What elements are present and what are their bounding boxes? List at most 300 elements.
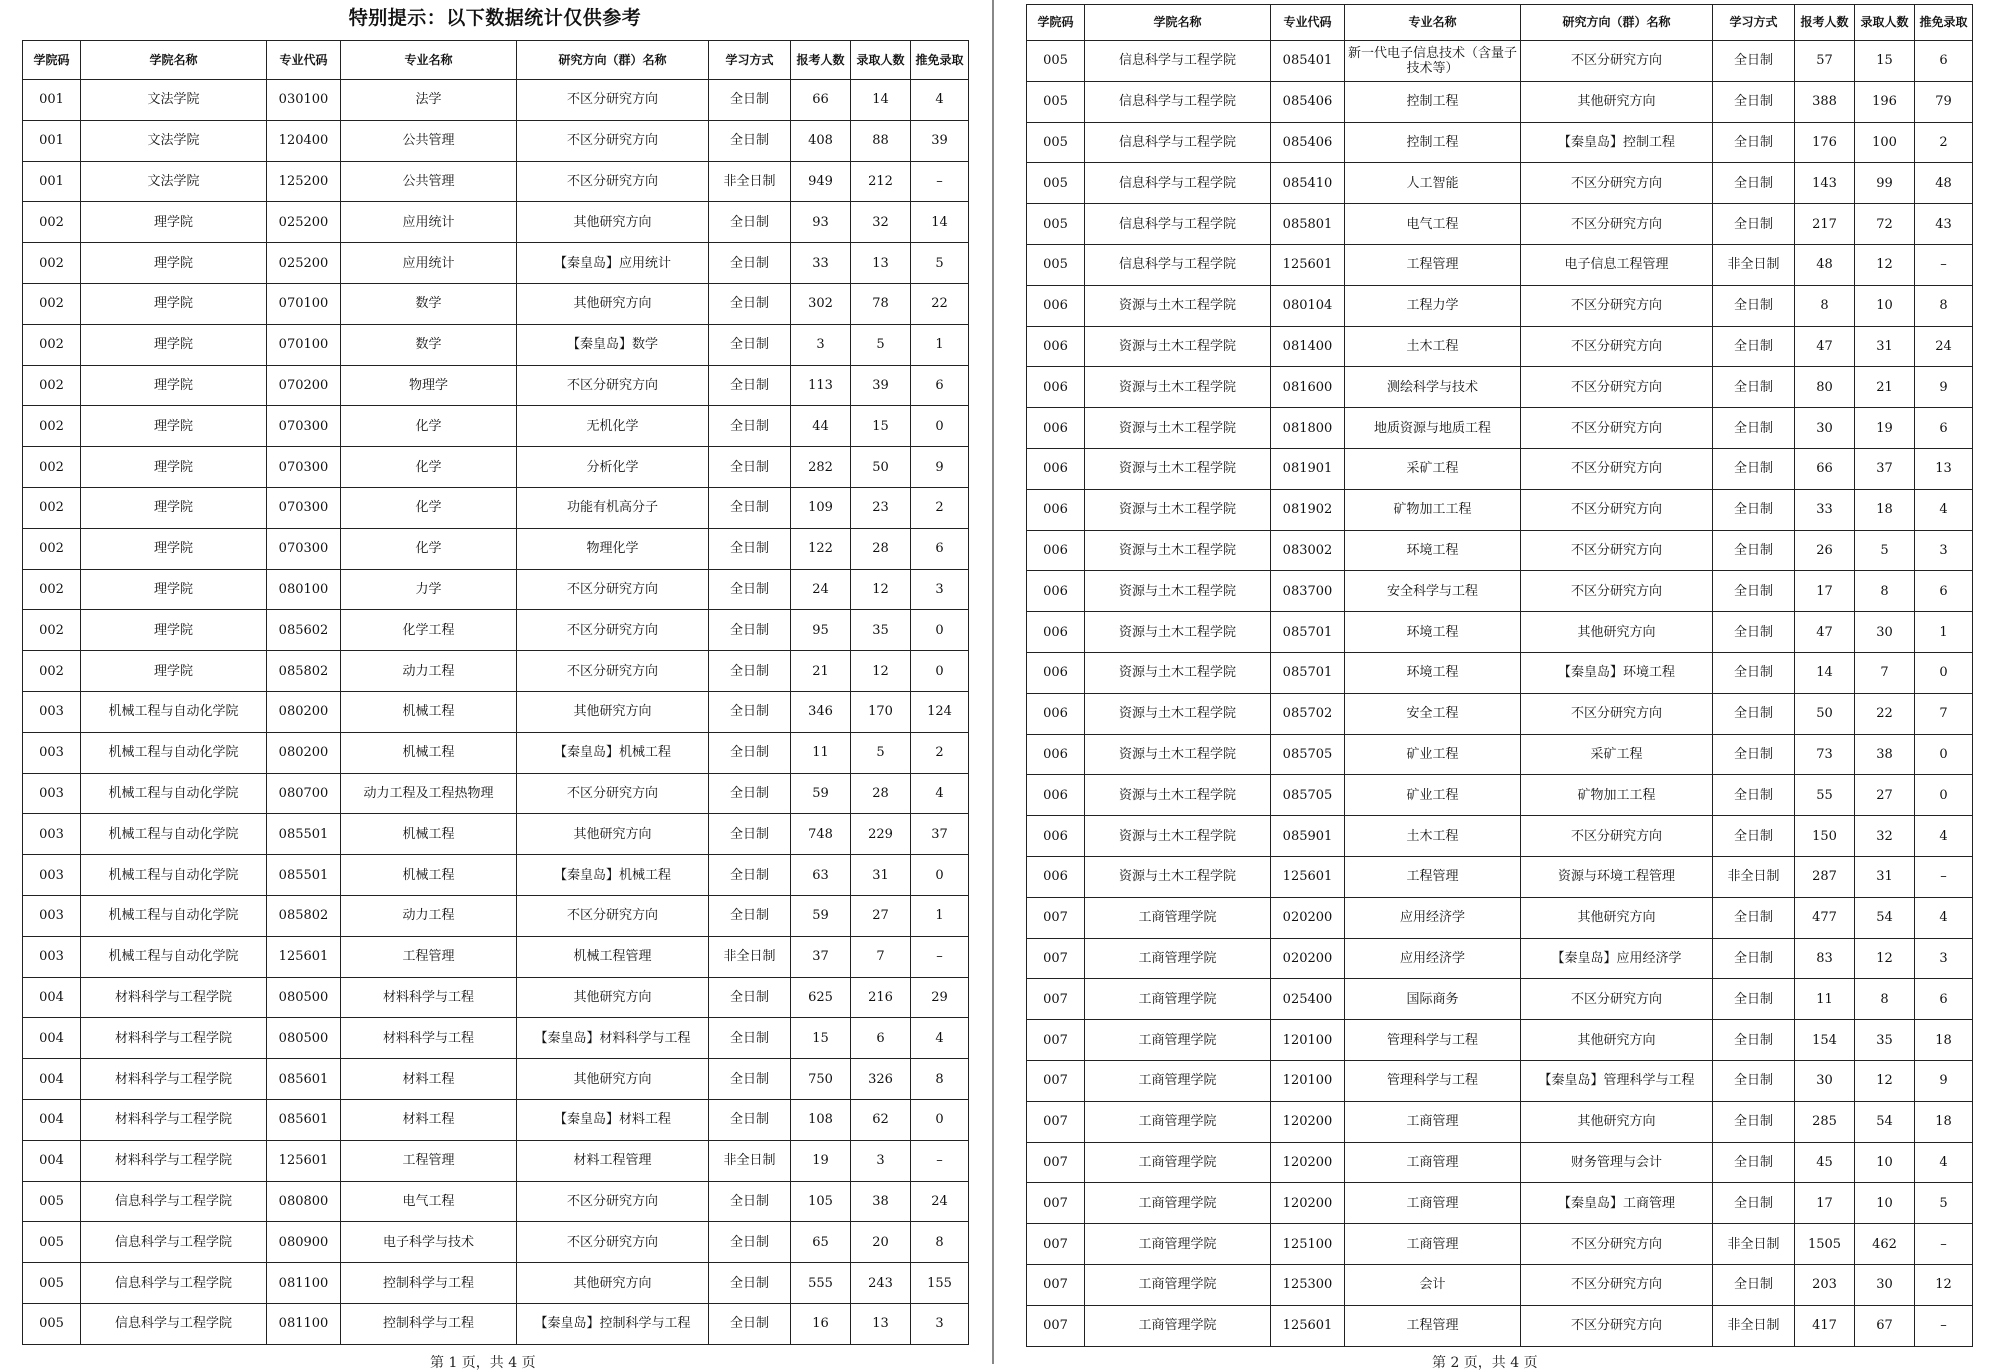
cell-college-code: 003 <box>23 814 81 855</box>
cell-major-code: 125601 <box>267 936 341 977</box>
cell-applicants: 59 <box>791 773 851 814</box>
cell-college-code: 006 <box>1027 775 1085 816</box>
cell-recommended: 24 <box>911 1181 969 1222</box>
cell-college-code: 007 <box>1027 1101 1085 1142</box>
column-header-major-code: 专业代码 <box>1271 5 1345 41</box>
cell-admitted: 12 <box>1855 244 1915 285</box>
cell-major-name: 会计 <box>1345 1264 1521 1305</box>
cell-applicants: 73 <box>1795 734 1855 775</box>
cell-applicants: 154 <box>1795 1020 1855 1061</box>
cell-major-code: 080500 <box>267 1018 341 1059</box>
cell-major-name: 工程管理 <box>1345 856 1521 897</box>
cell-college-code: 005 <box>1027 163 1085 204</box>
cell-major-code: 070300 <box>267 406 341 447</box>
table-row <box>1027 81 1973 122</box>
cell-study-mode: 全日制 <box>1713 81 1795 122</box>
cell-college-code: 006 <box>1027 448 1085 489</box>
cell-admitted: 326 <box>851 1059 911 1100</box>
cell-research-direction: 不区分研究方向 <box>1521 1224 1713 1265</box>
cell-college-name: 资源与土木工程学院 <box>1085 326 1271 367</box>
cell-major-code: 080700 <box>267 773 341 814</box>
cell-research-direction: 材料工程管理 <box>517 1140 709 1181</box>
cell-college-name: 文法学院 <box>81 80 267 121</box>
cell-applicants: 47 <box>1795 612 1855 653</box>
table-row <box>23 487 969 528</box>
cell-major-name: 应用经济学 <box>1345 897 1521 938</box>
cell-research-direction: 其他研究方向 <box>1521 1020 1713 1061</box>
cell-applicants: 15 <box>791 1018 851 1059</box>
cell-major-code: 081901 <box>1271 448 1345 489</box>
cell-admitted: 99 <box>1855 163 1915 204</box>
table-row <box>23 202 969 243</box>
cell-study-mode: 全日制 <box>1713 775 1795 816</box>
cell-college-code: 003 <box>23 855 81 896</box>
cell-college-name: 工商管理学院 <box>1085 1101 1271 1142</box>
cell-college-code: 007 <box>1027 1060 1085 1101</box>
cell-major-name: 工商管理 <box>1345 1101 1521 1142</box>
cell-college-name: 机械工程与自动化学院 <box>81 814 267 855</box>
cell-major-code: 085901 <box>1271 816 1345 857</box>
table-row <box>23 80 969 121</box>
table-row <box>23 610 969 651</box>
cell-study-mode: 全日制 <box>709 1018 791 1059</box>
cell-college-code: 004 <box>23 1140 81 1181</box>
cell-admitted: 54 <box>1855 1101 1915 1142</box>
cell-admitted: 15 <box>1855 41 1915 82</box>
cell-recommended: 0 <box>1915 652 1973 693</box>
cell-applicants: 302 <box>791 283 851 324</box>
cell-recommended: 6 <box>1915 979 1973 1020</box>
cell-college-name: 资源与土木工程学院 <box>1085 408 1271 449</box>
table-row <box>1027 244 1973 285</box>
cell-major-code: 083002 <box>1271 530 1345 571</box>
cell-recommended: 3 <box>1915 938 1973 979</box>
cell-college-code: 006 <box>1027 734 1085 775</box>
cell-research-direction: 不区分研究方向 <box>1521 530 1713 571</box>
cell-major-code: 070200 <box>267 365 341 406</box>
cell-admitted: 38 <box>851 1181 911 1222</box>
cell-study-mode: 全日制 <box>709 202 791 243</box>
cell-college-name: 信息科学与工程学院 <box>81 1222 267 1263</box>
cell-major-code: 125100 <box>1271 1224 1345 1265</box>
table-row <box>23 243 969 284</box>
cell-applicants: 282 <box>791 447 851 488</box>
cell-college-name: 材料科学与工程学院 <box>81 1018 267 1059</box>
cell-major-code: 080200 <box>267 732 341 773</box>
cell-major-code: 080104 <box>1271 285 1345 326</box>
cell-study-mode: 全日制 <box>1713 530 1795 571</box>
table-row <box>1027 856 1973 897</box>
table-row <box>1027 489 1973 530</box>
cell-college-code: 007 <box>1027 1020 1085 1061</box>
cell-major-code: 070300 <box>267 447 341 488</box>
cell-admitted: 32 <box>1855 816 1915 857</box>
column-header-college-name: 学院名称 <box>1085 5 1271 41</box>
cell-college-name: 资源与土木工程学院 <box>1085 367 1271 408</box>
cell-admitted: 7 <box>1855 652 1915 693</box>
cell-study-mode: 全日制 <box>1713 1264 1795 1305</box>
cell-study-mode: 全日制 <box>709 365 791 406</box>
cell-recommended: 1 <box>911 324 969 365</box>
cell-major-code: 120200 <box>1271 1101 1345 1142</box>
cell-major-code: 085401 <box>1271 41 1345 82</box>
table-row <box>23 406 969 447</box>
cell-applicants: 63 <box>791 855 851 896</box>
table-row <box>1027 693 1973 734</box>
cell-study-mode: 全日制 <box>709 895 791 936</box>
table-row <box>23 1099 969 1140</box>
cell-major-code: 025200 <box>267 202 341 243</box>
cell-study-mode: 全日制 <box>709 406 791 447</box>
cell-college-name: 机械工程与自动化学院 <box>81 936 267 977</box>
cell-major-name: 控制科学与工程 <box>341 1303 517 1344</box>
cell-major-name: 控制工程 <box>1345 122 1521 163</box>
table-row <box>23 732 969 773</box>
table-row <box>1027 612 1973 653</box>
table-row <box>23 1059 969 1100</box>
cell-college-code: 002 <box>23 528 81 569</box>
cell-recommended: 2 <box>911 732 969 773</box>
cell-recommended: 4 <box>911 1018 969 1059</box>
cell-applicants: 11 <box>791 732 851 773</box>
cell-major-name: 环境工程 <box>1345 652 1521 693</box>
table-row <box>23 1018 969 1059</box>
cell-college-code: 005 <box>1027 204 1085 245</box>
column-header-study-mode: 学习方式 <box>1713 5 1795 41</box>
page-number-2: 第 2 页，共 4 页 <box>1432 1355 1538 1371</box>
column-header-research-direction: 研究方向（群）名称 <box>517 41 709 80</box>
cell-admitted: 216 <box>851 977 911 1018</box>
cell-major-name: 矿业工程 <box>1345 734 1521 775</box>
cell-major-name: 电气工程 <box>1345 204 1521 245</box>
cell-study-mode: 全日制 <box>709 120 791 161</box>
cell-college-name: 机械工程与自动化学院 <box>81 895 267 936</box>
table-row <box>1027 938 1973 979</box>
cell-major-code: 081600 <box>1271 367 1345 408</box>
cell-research-direction: 【秦皇岛】应用经济学 <box>1521 938 1713 979</box>
cell-recommended: 5 <box>1915 1183 1973 1224</box>
cell-admitted: 27 <box>851 895 911 936</box>
cell-college-code: 007 <box>1027 938 1085 979</box>
cell-study-mode: 全日制 <box>709 1059 791 1100</box>
cell-major-name: 安全工程 <box>1345 693 1521 734</box>
cell-research-direction: 【秦皇岛】数学 <box>517 324 709 365</box>
cell-research-direction: 不区分研究方向 <box>517 895 709 936</box>
table-row <box>1027 122 1973 163</box>
cell-major-name: 矿业工程 <box>1345 775 1521 816</box>
cell-study-mode: 全日制 <box>709 569 791 610</box>
cell-major-code: 083700 <box>1271 571 1345 612</box>
cell-admitted: 37 <box>1855 448 1915 489</box>
table-row <box>23 1263 969 1304</box>
cell-college-name: 工商管理学院 <box>1085 1020 1271 1061</box>
cell-recommended: 1 <box>911 895 969 936</box>
cell-college-name: 信息科学与工程学院 <box>1085 81 1271 122</box>
cell-applicants: 95 <box>791 610 851 651</box>
cell-applicants: 287 <box>1795 856 1855 897</box>
cell-college-name: 工商管理学院 <box>1085 1142 1271 1183</box>
cell-admitted: 67 <box>1855 1305 1915 1346</box>
cell-college-code: 004 <box>23 977 81 1018</box>
cell-applicants: 50 <box>1795 693 1855 734</box>
cell-major-name: 环境工程 <box>1345 612 1521 653</box>
cell-recommended: 4 <box>1915 897 1973 938</box>
cell-study-mode: 全日制 <box>1713 408 1795 449</box>
cell-applicants: 83 <box>1795 938 1855 979</box>
cell-major-name: 工商管理 <box>1345 1224 1521 1265</box>
cell-college-name: 理学院 <box>81 447 267 488</box>
cell-major-code: 120200 <box>1271 1183 1345 1224</box>
cell-applicants: 105 <box>791 1181 851 1222</box>
cell-admitted: 462 <box>1855 1224 1915 1265</box>
cell-college-code: 007 <box>1027 1224 1085 1265</box>
cell-study-mode: 全日制 <box>1713 979 1795 1020</box>
cell-major-name: 管理科学与工程 <box>1345 1060 1521 1101</box>
column-header-college-code: 学院码 <box>1027 5 1085 41</box>
cell-research-direction: 其他研究方向 <box>517 977 709 1018</box>
cell-study-mode: 全日制 <box>1713 122 1795 163</box>
cell-study-mode: 全日制 <box>1713 1183 1795 1224</box>
cell-college-name: 文法学院 <box>81 120 267 161</box>
table-row <box>23 569 969 610</box>
cell-major-code: 085501 <box>267 814 341 855</box>
page-1 <box>22 0 968 1345</box>
cell-major-name: 法学 <box>341 80 517 121</box>
cell-major-name: 矿物加工工程 <box>1345 489 1521 530</box>
cell-recommended: 14 <box>911 202 969 243</box>
cell-study-mode: 全日制 <box>709 1222 791 1263</box>
cell-major-code: 070300 <box>267 487 341 528</box>
cell-recommended: 0 <box>1915 775 1973 816</box>
cell-college-name: 文法学院 <box>81 161 267 202</box>
cell-admitted: 13 <box>851 243 911 284</box>
cell-study-mode: 全日制 <box>709 324 791 365</box>
table-row <box>23 365 969 406</box>
column-header-recommended: 推免录取 <box>911 41 969 80</box>
cell-research-direction: 其他研究方向 <box>1521 81 1713 122</box>
cell-applicants: 122 <box>791 528 851 569</box>
cell-study-mode: 非全日制 <box>1713 244 1795 285</box>
cell-major-code: 125300 <box>1271 1264 1345 1305</box>
table-row <box>1027 408 1973 449</box>
cell-major-name: 数学 <box>341 283 517 324</box>
cell-college-name: 机械工程与自动化学院 <box>81 855 267 896</box>
cell-research-direction: 不区分研究方向 <box>517 120 709 161</box>
table-row <box>1027 775 1973 816</box>
cell-study-mode: 非全日制 <box>709 1140 791 1181</box>
cell-college-name: 材料科学与工程学院 <box>81 1059 267 1100</box>
cell-study-mode: 全日制 <box>1713 1060 1795 1101</box>
cell-recommended: 8 <box>1915 285 1973 326</box>
cell-major-code: 080900 <box>267 1222 341 1263</box>
cell-major-name: 机械工程 <box>341 732 517 773</box>
cell-college-name: 资源与土木工程学院 <box>1085 448 1271 489</box>
cell-admitted: 20 <box>851 1222 911 1263</box>
table-row <box>1027 1224 1973 1265</box>
cell-applicants: 66 <box>1795 448 1855 489</box>
cell-major-name: 采矿工程 <box>1345 448 1521 489</box>
cell-college-code: 002 <box>23 365 81 406</box>
admission-table-page-1 <box>22 40 969 1345</box>
cell-study-mode: 全日制 <box>709 855 791 896</box>
cell-recommended: 7 <box>1915 693 1973 734</box>
cell-research-direction: 物理化学 <box>517 528 709 569</box>
cell-major-name: 化学 <box>341 528 517 569</box>
table-row <box>1027 816 1973 857</box>
cell-research-direction: 【秦皇岛】环境工程 <box>1521 652 1713 693</box>
cell-research-direction: 不区分研究方向 <box>1521 408 1713 449</box>
cell-recommended: 124 <box>911 691 969 732</box>
cell-research-direction: 【秦皇岛】管理科学与工程 <box>1521 1060 1713 1101</box>
cell-college-name: 工商管理学院 <box>1085 1224 1271 1265</box>
cell-major-code: 120100 <box>1271 1060 1345 1101</box>
cell-college-name: 工商管理学院 <box>1085 979 1271 1020</box>
cell-recommended: 9 <box>1915 1060 1973 1101</box>
cell-applicants: 285 <box>1795 1101 1855 1142</box>
cell-major-name: 控制工程 <box>1345 81 1521 122</box>
cell-college-name: 信息科学与工程学院 <box>1085 122 1271 163</box>
cell-major-name: 工程力学 <box>1345 285 1521 326</box>
cell-major-name: 工程管理 <box>341 936 517 977</box>
cell-college-code: 006 <box>1027 326 1085 367</box>
cell-major-name: 应用统计 <box>341 243 517 284</box>
cell-college-code: 005 <box>1027 244 1085 285</box>
cell-applicants: 59 <box>791 895 851 936</box>
cell-research-direction: 不区分研究方向 <box>1521 285 1713 326</box>
cell-research-direction: 其他研究方向 <box>517 1059 709 1100</box>
cell-admitted: 78 <box>851 283 911 324</box>
cell-admitted: 5 <box>1855 530 1915 571</box>
cell-recommended: 48 <box>1915 163 1973 204</box>
cell-college-name: 信息科学与工程学院 <box>81 1181 267 1222</box>
cell-recommended: – <box>911 161 969 202</box>
cell-college-code: 007 <box>1027 897 1085 938</box>
cell-research-direction: 财务管理与会计 <box>1521 1142 1713 1183</box>
cell-major-name: 公共管理 <box>341 161 517 202</box>
table-row <box>23 1140 969 1181</box>
cell-college-name: 资源与土木工程学院 <box>1085 734 1271 775</box>
cell-admitted: 62 <box>851 1099 911 1140</box>
cell-study-mode: 全日制 <box>709 1181 791 1222</box>
cell-study-mode: 全日制 <box>1713 938 1795 979</box>
cell-study-mode: 非全日制 <box>709 161 791 202</box>
cell-admitted: 15 <box>851 406 911 447</box>
cell-applicants: 16 <box>791 1303 851 1344</box>
cell-college-name: 工商管理学院 <box>1085 1305 1271 1346</box>
cell-research-direction: 不区分研究方向 <box>1521 163 1713 204</box>
cell-college-code: 007 <box>1027 1305 1085 1346</box>
table-row <box>23 1181 969 1222</box>
cell-recommended: – <box>1915 1305 1973 1346</box>
cell-major-name: 电子科学与技术 <box>341 1222 517 1263</box>
cell-applicants: 17 <box>1795 1183 1855 1224</box>
cell-admitted: 12 <box>1855 1060 1915 1101</box>
cell-study-mode: 全日制 <box>709 814 791 855</box>
cell-college-code: 003 <box>23 936 81 977</box>
cell-major-code: 085601 <box>267 1099 341 1140</box>
column-header-study-mode: 学习方式 <box>709 41 791 80</box>
cell-college-code: 002 <box>23 324 81 365</box>
cell-college-code: 002 <box>23 447 81 488</box>
cell-applicants: 30 <box>1795 408 1855 449</box>
cell-recommended: 9 <box>1915 367 1973 408</box>
cell-research-direction: 其他研究方向 <box>517 202 709 243</box>
cell-applicants: 66 <box>791 80 851 121</box>
cell-major-name: 电气工程 <box>341 1181 517 1222</box>
cell-admitted: 38 <box>1855 734 1915 775</box>
cell-study-mode: 全日制 <box>1713 1142 1795 1183</box>
cell-applicants: 33 <box>791 243 851 284</box>
table-body <box>1027 41 1973 1347</box>
cell-applicants: 555 <box>791 1263 851 1304</box>
cell-college-name: 工商管理学院 <box>1085 1183 1271 1224</box>
cell-major-name: 化学 <box>341 447 517 488</box>
table-row <box>23 447 969 488</box>
cell-college-code: 004 <box>23 1018 81 1059</box>
cell-major-code: 020200 <box>1271 897 1345 938</box>
cell-recommended: 4 <box>911 773 969 814</box>
cell-admitted: 243 <box>851 1263 911 1304</box>
cell-study-mode: 全日制 <box>709 977 791 1018</box>
cell-major-code: 080500 <box>267 977 341 1018</box>
cell-research-direction: 【秦皇岛】材料科学与工程 <box>517 1018 709 1059</box>
cell-admitted: 54 <box>1855 897 1915 938</box>
table-row <box>1027 571 1973 612</box>
cell-admitted: 30 <box>1855 1264 1915 1305</box>
cell-major-name: 国际商务 <box>1345 979 1521 1020</box>
cell-recommended: 39 <box>911 120 969 161</box>
cell-study-mode: 全日制 <box>709 610 791 651</box>
cell-study-mode: 非全日制 <box>1713 856 1795 897</box>
header-row <box>1027 5 1973 41</box>
cell-study-mode: 全日制 <box>1713 612 1795 653</box>
table-row <box>23 895 969 936</box>
cell-applicants: 417 <box>1795 1305 1855 1346</box>
table-row <box>1027 897 1973 938</box>
cell-admitted: 35 <box>1855 1020 1915 1061</box>
cell-major-name: 管理科学与工程 <box>1345 1020 1521 1061</box>
cell-applicants: 217 <box>1795 204 1855 245</box>
cell-major-code: 125601 <box>1271 1305 1345 1346</box>
cell-study-mode: 全日制 <box>1713 693 1795 734</box>
table-row <box>23 773 969 814</box>
cell-study-mode: 全日制 <box>1713 41 1795 82</box>
cell-admitted: 31 <box>851 855 911 896</box>
cell-applicants: 48 <box>1795 244 1855 285</box>
cell-major-code: 085802 <box>267 895 341 936</box>
cell-recommended: 0 <box>1915 734 1973 775</box>
cell-college-code: 002 <box>23 487 81 528</box>
cell-admitted: 12 <box>1855 938 1915 979</box>
cell-study-mode: 全日制 <box>709 651 791 692</box>
cell-study-mode: 全日制 <box>709 80 791 121</box>
cell-admitted: 10 <box>1855 1183 1915 1224</box>
cell-major-code: 120100 <box>1271 1020 1345 1061</box>
cell-major-name: 材料科学与工程 <box>341 1018 517 1059</box>
cell-applicants: 65 <box>791 1222 851 1263</box>
cell-admitted: 7 <box>851 936 911 977</box>
cell-college-name: 资源与土木工程学院 <box>1085 693 1271 734</box>
table-row <box>1027 652 1973 693</box>
cell-college-name: 材料科学与工程学院 <box>81 1140 267 1181</box>
cell-college-code: 003 <box>23 895 81 936</box>
table-body <box>23 80 969 1345</box>
page-divider <box>992 0 994 1364</box>
cell-applicants: 408 <box>791 120 851 161</box>
cell-research-direction: 【秦皇岛】机械工程 <box>517 855 709 896</box>
notice-heading: 特别提示：以下数据统计仅供参考 <box>348 7 642 29</box>
cell-college-code: 005 <box>23 1222 81 1263</box>
